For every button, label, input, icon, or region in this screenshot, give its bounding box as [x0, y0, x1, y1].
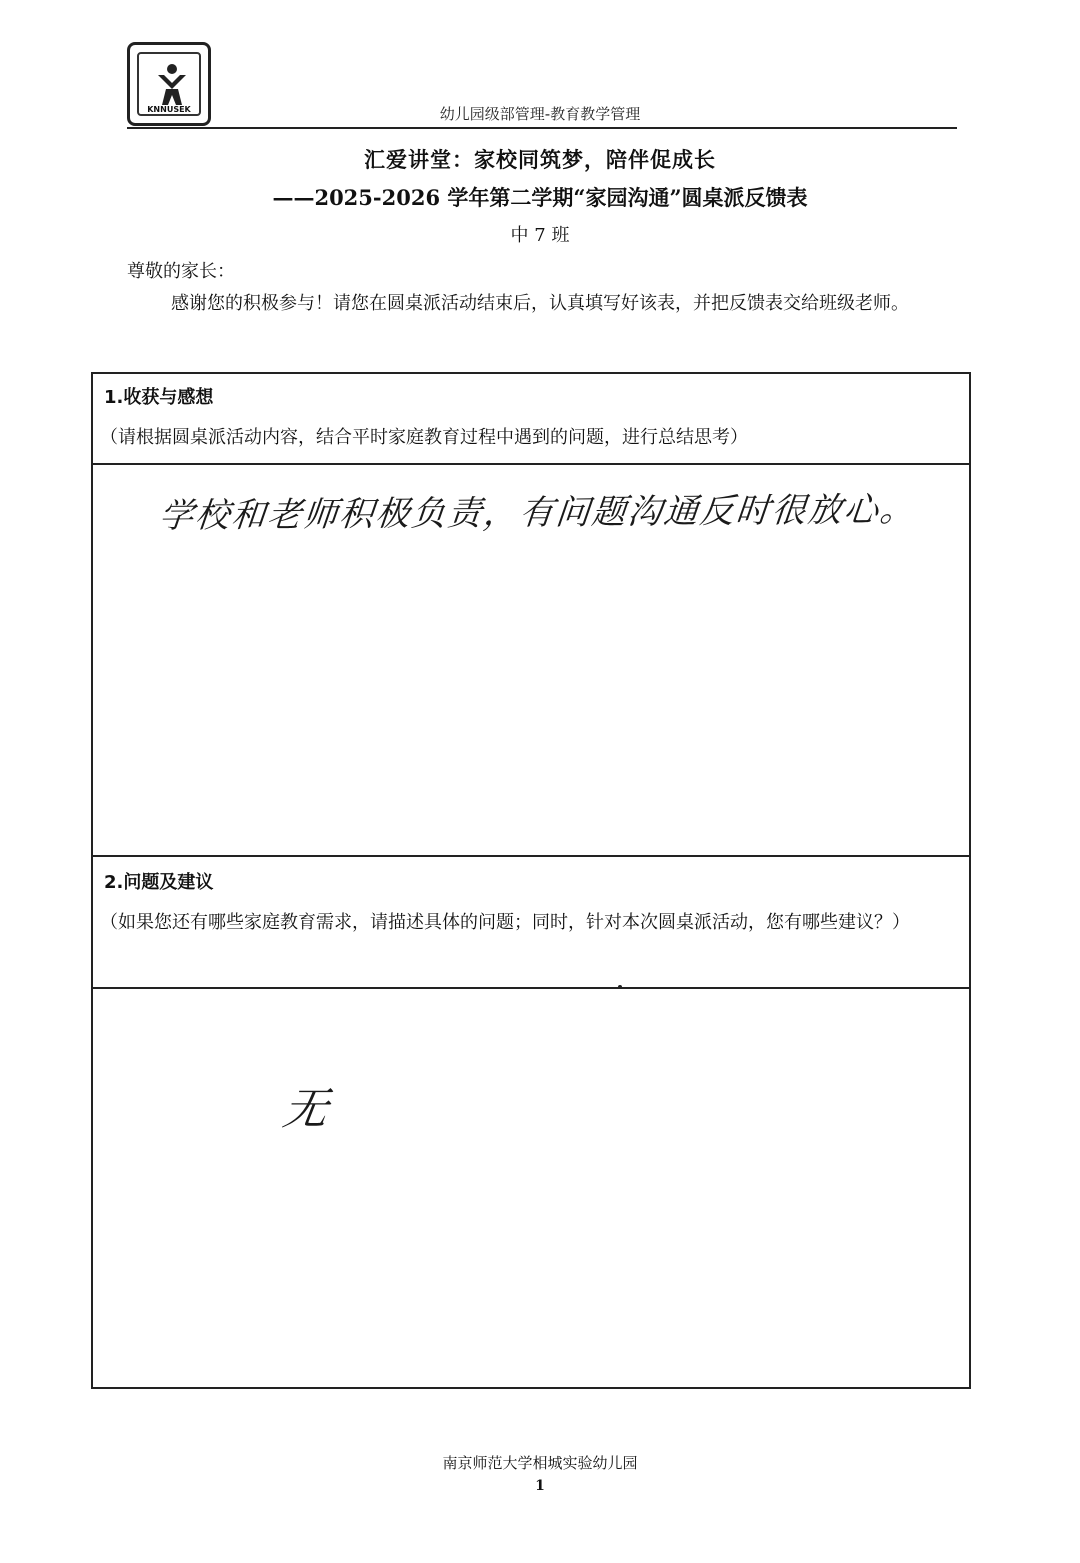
- department-label: 幼儿园级部管理-教育教学管理: [439, 105, 641, 123]
- section-2-divider: [91, 987, 971, 989]
- section-2-prompt: （如果您还有哪些家庭教育需求，请描述具体的问题；同时，针对本次圆桌派活动，您有哪些建议？）: [100, 912, 910, 933]
- page-subtitle: ——2025-2026 学年第二学期“家园沟通”圆桌派反馈表: [272, 185, 808, 210]
- salutation: 尊敬的家长：: [127, 261, 235, 282]
- page-title: 汇爱讲堂：家校同筑梦，陪伴促成长: [364, 147, 716, 172]
- section-divider: [91, 855, 971, 857]
- section-1-title: 1.收获与感想: [104, 387, 214, 408]
- section-1-divider: [91, 463, 971, 465]
- footer-school: 南京师范大学相城实验幼儿园: [442, 1454, 638, 1472]
- section-2-title: 2.问题及建议: [104, 872, 214, 893]
- intro-paragraph: 感谢您的积极参与！请您在圆桌派活动结束后，认真填写好该表，并把反馈表交给班级老师。: [171, 293, 909, 314]
- school-logo: [127, 42, 211, 126]
- logo-text: KNNUSEK: [147, 105, 191, 114]
- section-2-answer[interactable]: 无: [279, 1084, 331, 1135]
- class-name: 中 7 班: [510, 225, 570, 246]
- section-1-prompt: （请根据圆桌派活动内容，结合平时家庭教育过程中遇到的问题，进行总结思考）: [100, 427, 748, 448]
- header-divider: [127, 127, 957, 129]
- page-number: 1: [535, 1478, 545, 1494]
- section-1-answer[interactable]: 学校和老师积极负责，有问题沟通反时很放心。: [157, 489, 918, 537]
- logo-figure-icon: [130, 45, 214, 129]
- ink-dot: [618, 985, 622, 989]
